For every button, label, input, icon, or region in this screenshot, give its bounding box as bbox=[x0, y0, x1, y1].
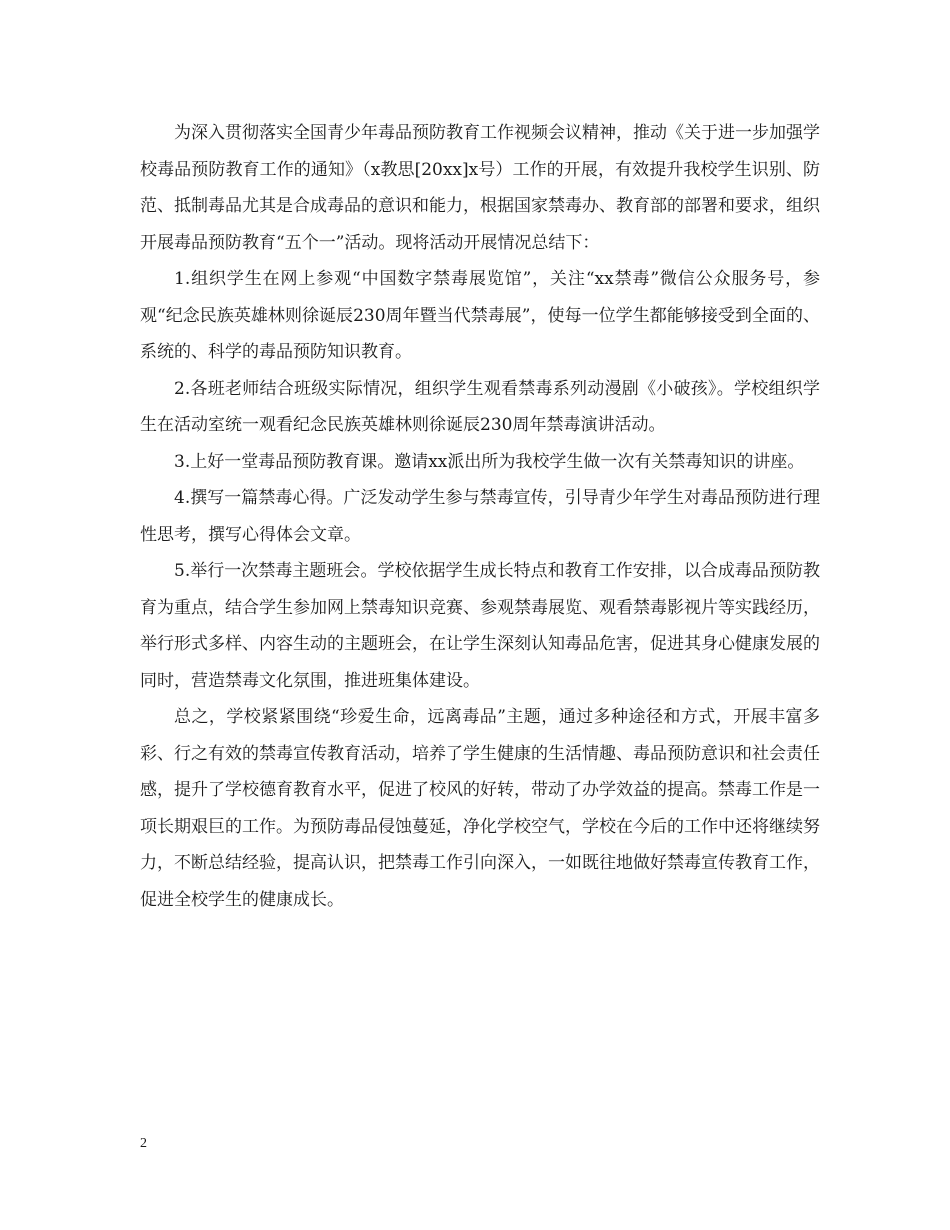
paragraph-item-5: 5.举行一次禁毒主题班会。学校依据学生成长特点和教育工作安排，以合成毒品预防教育为重点，结合学生参加网上禁毒知识竞赛、参观禁毒展览、观看禁毒影视片等实践经历，举行形式多样、内容生动的主题班会，在让学生深刻认知毒品危害，促进其身心健康发展的同时，营造禁毒文化氛围，推进班集体建设。 bbox=[140, 561, 820, 691]
paragraph-conclusion: 总之，学校紧紧围绕“珍爱生命，远离毒品”主题，通过多种途径和方式，开展丰富多彩、行之有效的禁毒宣传教育活动，培养了学生健康的生活情趣、毒品预防意识和社会责任感，提升了学校德育教育水平，促进了校风的好转，带动了办学效益的提高。禁毒工作是一项长期艰巨的工作。为预防毒品侵蚀蔓延，净化学校空气，学校在今后的工作中还将继续努力，不断总结经验，提高认识，把禁毒工作引向深入，一如既往地做好禁毒宣传教育工作，促进全校学生的健康成长。 bbox=[140, 707, 820, 910]
paragraph-item-2: 2.各班老师结合班级实际情况，组织学生观看禁毒系列动漫剧《小破孩》。学校组织学生在活动室统一观看纪念民族英雄林则徐诞辰230周年禁毒演讲活动。 bbox=[140, 378, 820, 435]
page-number: 2 bbox=[140, 1136, 147, 1151]
paragraph-intro: 为深入贯彻落实全国青少年毒品预防教育工作视频会议精神，推动《关于进一步加强学校毒品预防教育工作的通知》（x教思[20xx]x号）工作的开展，有效提升我校学生识别、防范、抵制毒品尤其是合成毒品的意识和能力，根据国家禁毒办、教育部的部署和要求，组织开展毒品预防教育“五个一”活动。现将活动开展情况总结下： bbox=[140, 123, 820, 253]
paragraph-item-3: 3.上好一堂毒品预防教育课。邀请xx派出所为我校学生做一次有关禁毒知识的讲座。 bbox=[174, 451, 805, 472]
document-body bbox=[140, 115, 820, 918]
paragraph-item-4: 4.撰写一篇禁毒心得。广泛发动学生参与禁毒宣传，引导青少年学生对毒品预防进行理性思考，撰写心得体会文章。 bbox=[140, 488, 820, 545]
paragraph-item-1: 1.组织学生在网上参观“中国数字禁毒展览馆”，关注“xx禁毒”微信公众服务号，参观“纪念民族英雄林则徐诞辰230周年暨当代禁毒展”，使每一位学生都能够接受到全面的、系统的、科学的毒品预防知识教育。 bbox=[140, 269, 820, 362]
